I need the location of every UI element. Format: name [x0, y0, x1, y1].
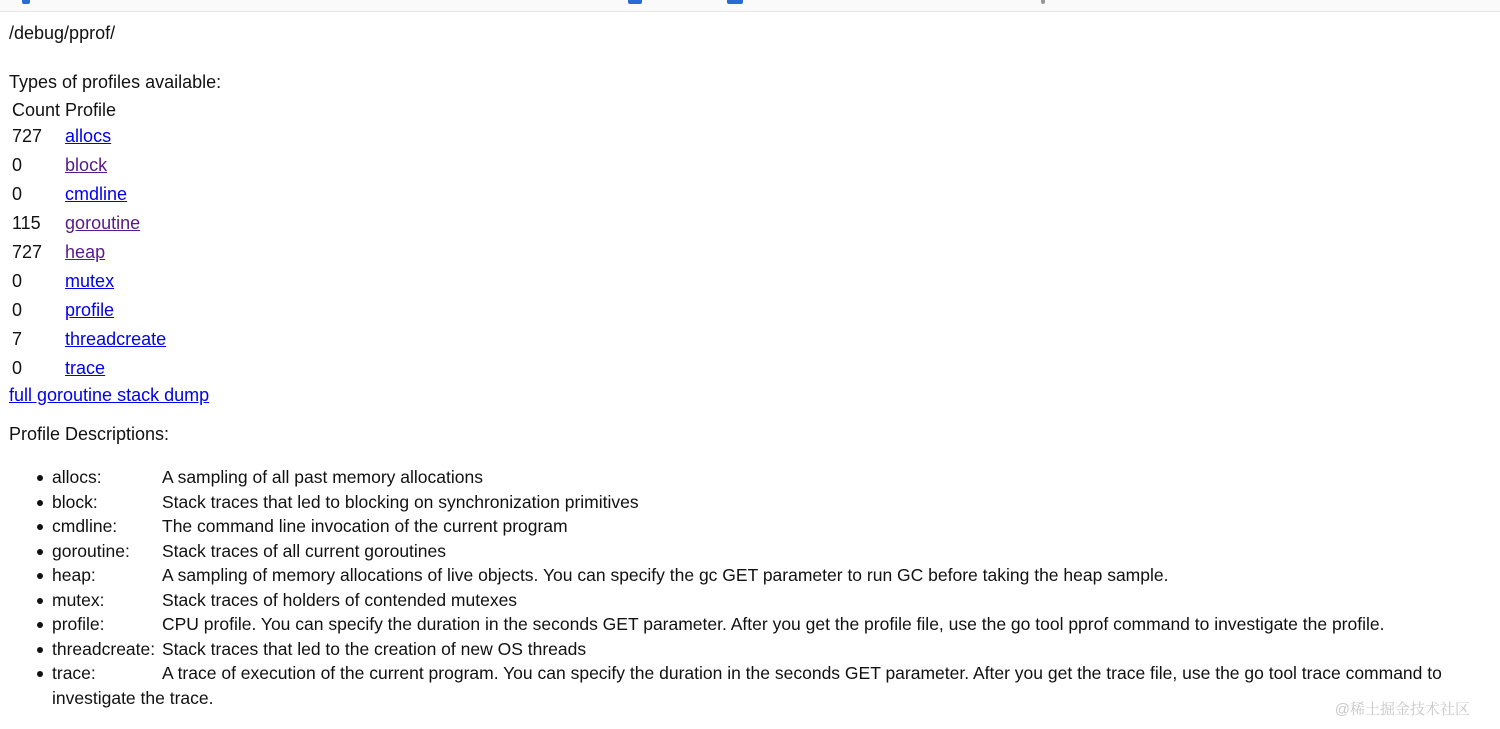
description-name: profile: — [52, 614, 105, 634]
profile-count: 115 — [12, 212, 41, 233]
profile-descriptions-list — [9, 465, 1489, 710]
description-name: trace: — [52, 663, 96, 683]
list-item — [52, 588, 1489, 613]
list-item — [52, 612, 1489, 637]
table-row — [9, 237, 166, 266]
toolbar-icon-fragment — [22, 0, 30, 4]
descriptions-title: Profile Descriptions: — [9, 424, 170, 444]
profiles-intro: Types of profiles available: — [9, 72, 222, 92]
table-row — [9, 208, 166, 237]
page-path: /debug/pprof/ — [9, 23, 116, 43]
list-item — [52, 563, 1489, 588]
description-name: block: — [52, 491, 98, 512]
profile-count: 727 — [12, 125, 43, 146]
description-text-continued: investigate the trace. — [52, 687, 214, 708]
table-row — [9, 179, 166, 208]
profile-link-goroutine[interactable]: goroutine — [65, 212, 141, 233]
description-name: threadcreate: — [52, 638, 156, 659]
description-text: Stack traces of all current goroutines — [162, 540, 447, 561]
table-row — [9, 266, 166, 295]
table-row — [9, 150, 166, 179]
list-item — [52, 637, 1489, 662]
description-text: A trace of execution of the current program. You can specify the duration in the seconds GET parameter. After you get the trace file, use the go tool trace command to — [162, 663, 1442, 683]
profile-count: 0 — [12, 357, 23, 378]
profile-link-block[interactable]: block — [65, 154, 108, 175]
profile-link-trace[interactable]: trace — [65, 357, 106, 378]
profile-link-heap[interactable]: heap — [65, 241, 106, 262]
profile-header: Profile — [65, 100, 117, 120]
count-header: Count — [12, 100, 61, 120]
description-text: Stack traces that led to blocking on synchronization primitives — [162, 491, 639, 512]
pprof-index-page — [9, 20, 1489, 710]
description-text: A sampling of all past memory allocations — [162, 467, 483, 487]
profile-count: 0 — [12, 270, 23, 291]
profile-count: 0 — [12, 183, 23, 204]
toolbar-icon-fragment — [628, 0, 642, 4]
description-text: Stack traces that led to the creation of new OS threads — [162, 638, 587, 659]
description-text: CPU profile. You can specify the duration in the seconds GET parameter. After you get the profile file, use the go tool pprof command to investigate the profile. — [162, 614, 1385, 634]
description-text: A sampling of memory allocations of live objects. You can specify the gc GET parameter to run GC before taking the heap sample. — [162, 565, 1169, 585]
list-item — [52, 539, 1489, 564]
table-row — [9, 121, 166, 150]
list-item — [52, 465, 1489, 490]
list-item — [52, 661, 1489, 710]
table-row — [9, 324, 166, 353]
description-name: cmdline: — [52, 516, 118, 536]
browser-top-edge — [0, 0, 1500, 12]
profile-count: 0 — [12, 154, 23, 175]
description-name: goroutine: — [52, 540, 130, 561]
table-header-row — [9, 99, 166, 121]
description-text: Stack traces of holders of contended mutexes — [162, 589, 518, 610]
description-text: The command line invocation of the current program — [162, 516, 568, 536]
profile-link-mutex[interactable]: mutex — [65, 270, 115, 291]
list-item — [52, 490, 1489, 515]
table-row — [9, 353, 166, 382]
description-name: heap: — [52, 565, 96, 585]
profile-count: 727 — [12, 241, 43, 262]
profile-link-profile[interactable]: profile — [65, 299, 115, 320]
profile-count: 0 — [12, 299, 23, 320]
toolbar-icon-fragment — [727, 0, 743, 4]
description-name: allocs: — [52, 467, 102, 487]
table-row — [9, 295, 166, 324]
profile-link-threadcreate[interactable]: threadcreate — [65, 328, 167, 349]
toolbar-icon-fragment — [1041, 0, 1045, 4]
profile-link-cmdline[interactable]: cmdline — [65, 183, 128, 204]
full-goroutine-dump-link[interactable]: full goroutine stack dump — [9, 385, 210, 405]
description-name: mutex: — [52, 589, 105, 610]
profile-count: 7 — [12, 328, 23, 349]
list-item — [52, 514, 1489, 539]
watermark: @稀土掘金技术社区 — [1334, 701, 1470, 718]
profiles-table — [9, 99, 166, 382]
profile-link-allocs[interactable]: allocs — [65, 125, 112, 146]
